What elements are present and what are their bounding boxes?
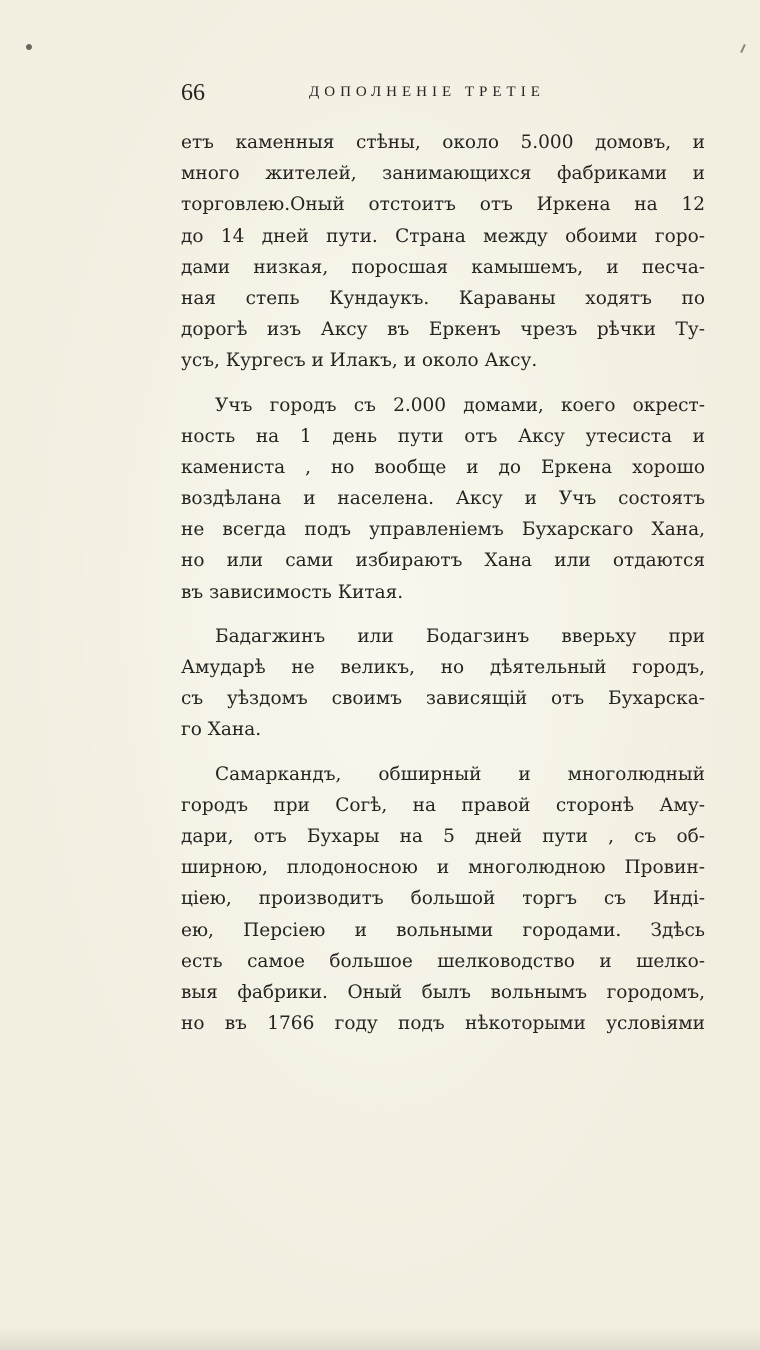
text-line: въ зависимость Китая. <box>181 581 404 603</box>
text-line: ность на 1 день пути отъ Аксу утесиста и <box>181 425 705 447</box>
text-line: но въ 1766 году подъ нѣкоторыми условіями <box>181 1013 705 1035</box>
paragraph <box>181 621 705 746</box>
paragraph <box>181 390 705 608</box>
page-bottom-edge <box>0 1328 760 1350</box>
text-line: много жителей, занимающихся фабриками и <box>181 163 705 185</box>
text-line: есть самое большое шелководство и шелко- <box>181 950 705 972</box>
body-text <box>181 127 705 1039</box>
text-line: камениста , но вообще и до Еркена хорошо <box>181 456 705 478</box>
text-line: дорогѣ изъ Аксу въ Еркенъ чрезъ рѣчки Ту- <box>181 319 705 341</box>
text-line: до 14 дней пути. Страна между обоими горо- <box>181 225 705 247</box>
text-line: съ уѣздомъ своимъ зависящій отъ Бухарска- <box>181 688 705 710</box>
text-line: торговлею.Оный отстоитъ отъ Иркена на 12 <box>181 194 705 216</box>
text-line: ею, Персіею и вольными городами. Здѣсь <box>181 919 705 941</box>
text-line: не всегда подъ управленіемъ Бухарскаго Хана, <box>181 519 705 541</box>
text-line: дари, отъ Бухары на 5 дней пути , съ об- <box>181 825 705 847</box>
text-line: дами низкая, поросшая камышемъ, и песча- <box>181 256 705 278</box>
text-line: Самаркандъ, обширный и многолюдный <box>215 763 705 785</box>
text-line: усъ, Кургесъ и Илакъ, и около Аксу. <box>181 350 538 372</box>
text-line: етъ каменныя стѣны, около 5.000 домовъ, и <box>181 132 705 153</box>
text-line: городъ при Согѣ, на правой сторонѣ Аму- <box>181 794 705 816</box>
text-line: но или сами избираютъ Хана или отдаются <box>181 550 705 572</box>
text-line: ширною, плодоносною и многолюдною Провин- <box>181 857 705 879</box>
text-line: ціею, производитъ большой торгъ съ Инді- <box>181 888 705 910</box>
text-line: воздѣлана и населена. Аксу и Учъ состоятъ <box>181 488 705 510</box>
ink-mark <box>740 44 746 53</box>
text-line: выя фабрики. Оный былъ вольнымъ городомъ, <box>181 981 705 1003</box>
page-number: 66 <box>181 80 205 106</box>
paragraph <box>181 759 705 1040</box>
page-header <box>181 78 701 112</box>
text-line: Амударѣ не великъ, но дѣятельный городъ, <box>181 657 705 678</box>
running-head: ДОПОЛНЕНІЕ ТРЕТІЕ <box>309 84 545 100</box>
text-line: Учъ городъ съ 2.000 домами, коего окрест- <box>215 394 705 416</box>
paragraph <box>181 127 705 377</box>
ink-spot <box>26 44 32 50</box>
text-line: го Хана. <box>181 719 262 741</box>
text-line: Бадагжинъ или Бодагзинъ вверьху при <box>215 625 705 647</box>
text-line: ная степь Кундаукъ. Караваны ходятъ по <box>181 287 705 309</box>
